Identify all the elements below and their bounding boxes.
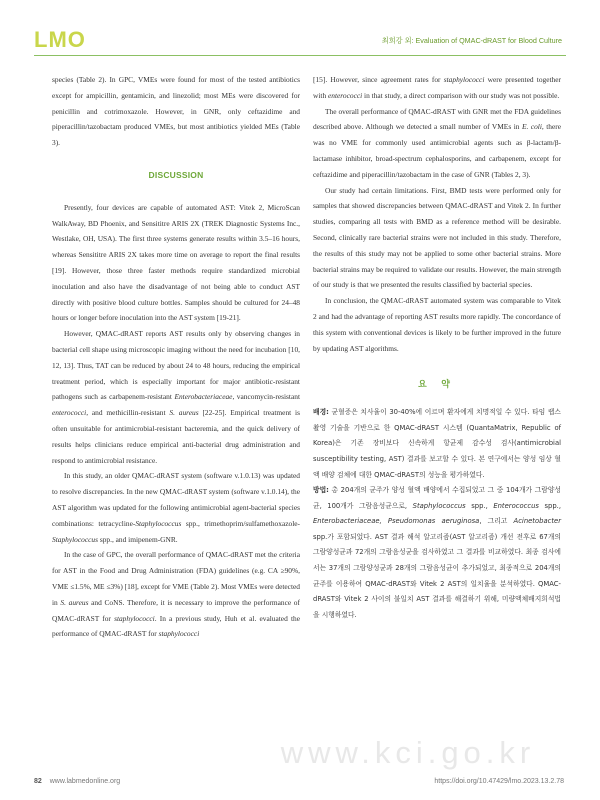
footer-left (34, 778, 120, 785)
limitations-paragraph: Our study had certain limitations. First, BMD tests were performed only for samples that showed discrepancies between QMAC-dRAST and Vitek 2. In further studies, comparing all tests with BMD as a reference method will be desirable. Second, clinically rare bacterial strains were not included in this study. Therefore, the results of this study may not be applied to some other bacterial strains. More bacterial strains may be required to validate our results. However, the main strength of our study is that we presented the results classified by bacterial species. (313, 185, 561, 290)
left-column (52, 72, 300, 642)
discussion-paragraph-5: [15]. However, since agreement rates for staphylococci were presented together with enterococci in that study, a direct comparison with our study was not possible. (313, 75, 561, 100)
korean-abstract-heading: 요 약 (418, 379, 456, 390)
discussion-paragraph-2: However, QMAC-dRAST reports AST results only by observing changes in bacterial cell shape using microscopic imaging without the need for incubation [10, 12, 13]. Thus, TAT can be reduced by about 24 to 48 hours, reducing the empirical treatment period, which is especially important for major antibiotic-resistant pathogens such as carbapenem-resistant Enterobacteriaceae, vancomycin-resistant enterococci, and methicillin-resistant S. aureus [22-25]. Empirical treatment is often unsuitable for antimicrobial-resistant bacteremia, and the quick delivery of results helps clinicians reduce empirical anti-bacterial drug administration and respond to antimicrobial resistance. (52, 329, 301, 465)
korean-background: 배경: 균혈증은 치사율이 30-40%에 이르며 환자에게 치명적일 수 있다. 타임 랩스 촬영 기술을 기반으로 한 QMAC-dRAST 시스템 (QuantaMatrix, Republic of Korea)은 기존 장비보다 신속하게 항균제 감수성 검사(antimicrobial susceptibility testing, AST) 결과를 보고할 수 있다. 본 연구에서는 양성 임상 혈액 배양 검체에 대한 QMAC-dRAST의 성능을 평가하였다. (313, 408, 561, 479)
conclusion-paragraph: In conclusion, the QMAC-dRAST automated system was comparable to Vitek 2 and had the advantage of reporting AST results more rapidly. The concordance of this system with conventional devices is likely to be further improved in the future by updating AST algorithms. (313, 296, 561, 353)
right-column (313, 72, 561, 623)
discussion-paragraph-6: The overall performance of QMAC-dRAST with GNR met the FDA guidelines described above. Although we detected a small number of VMEs in E. coli, there was no VME for commonly used antimicrobial agents such as β-lactam/β-lactamase inhibitor, broad-spectrum cephalosporins, and carbapenem, except for ceftazidime and piperacillin/tazobactam in the case of GNR (Tables 2, 3). (313, 106, 562, 179)
discussion-paragraph-4: In the case of GPC, the overall performance of QMAC-dRAST met the criteria for AST in the Food and Drug Administration (FDA) guidelines (e.g. CA ≥90%, VME ≤1.5%, ME ≤3%) [18], except for VME (Table 2). Most VMEs were detected in S. aureus and CoNS. Therefore, it is necessary to improve the performance of QMAC-dRAST for staphylococci. In a previous study, Huh et al. evaluated the performance of QMAC-dRAST for staphylococci (52, 550, 300, 639)
header-rule (34, 55, 566, 56)
discussion-paragraph-1: Presently, four devices are capable of automated AST: Vitek 2, MicroScan WalkAway, BD Phoenix, and Sensititre ARIS 2X (TREK Diagnostic Systems Inc., Westlake, OH, USA). The first three systems generate results within 3.5–16 hours, whereas Sensititre ARIS 2X takes more time on average to report the final results [19]. However, those three faster methods require standardized microbial inoculation and also have the disadvantage of not being able to conduct AST directly with positive blood culture bottles. Samples should be cultured for 24–48 hours or longer before inoculation into the AST system [19-21]. (52, 202, 300, 323)
results-paragraph-end: species (Table 2). In GPC, VMEs were found for most of the tested antibiotics except for ampicillin, gentamicin, and linezolid; most MEs were discovered for penicillin and cotrimoxazole. However, in GNR, only ceftazidime and piperacillin/tazobactam produced VMEs, but most antibiotics yielded MEs (Table 3). (52, 75, 300, 148)
running-head: 최희강 외: Evaluation of QMAC-dRAST for Blood Culture (381, 36, 562, 45)
page-footer (34, 778, 564, 790)
discussion-heading: DISCUSSION (148, 169, 204, 180)
journal-website-link[interactable]: www.labmedonline.org (49, 778, 121, 785)
korean-methods: 방법: 총 204개의 균주가 양성 혈액 배양에서 수집되었고 그 중 104개가 그람양성균, 100개가 그람음성균으로, Staphylococcus spp., Enterococcus spp., Enterobacteriaceae, Pseudomonas aeruginosa, 그리고 Acinetobacter spp.가 포함되었다. AST 결과 해석 알고리즘(AST 알고리즘) 개선 전후로 67개의 그람양성균과 72개의 그람음성균을 검사하였고 그 결과를 비교하였다. 최종 검사에서는 37개의 그람양성균과 28개의 그람음성균이 추가되었고, 최종적으로 204개의 균주를 이용하여 QMAC-dRAST와 Vitek 2 AST의 일치율을 분석하였다. QMAC-dRAST와 Vitek 2 사이의 불일치 AST 결과를 해결하기 위해, 미량액체배지희석법을 시행하였다. (313, 486, 562, 619)
doi-link[interactable]: https://doi.org/10.47429/lmo.2023.13.2.78 (434, 778, 564, 785)
journal-logo: LMO (34, 27, 86, 52)
page-header (0, 0, 600, 62)
korean-abstract (313, 405, 561, 623)
discussion-paragraph-3: In this study, an older QMAC-dRAST system (software v.1.0.13) was updated to resolve discrepancies. In the new QMAC-dRAST system (software v.1.0.14), the AST algorithm was updated for the following antimicrobial agent-bacterial species combinations: tetracycline-Staphylococcus spp., trimethoprim/sulfamethoxazole-Staphylococcus spp., and imipenem-GNR. (52, 471, 300, 544)
page-number: 82 (34, 778, 42, 785)
kci-watermark: www.kci.go.kr (280, 735, 536, 770)
